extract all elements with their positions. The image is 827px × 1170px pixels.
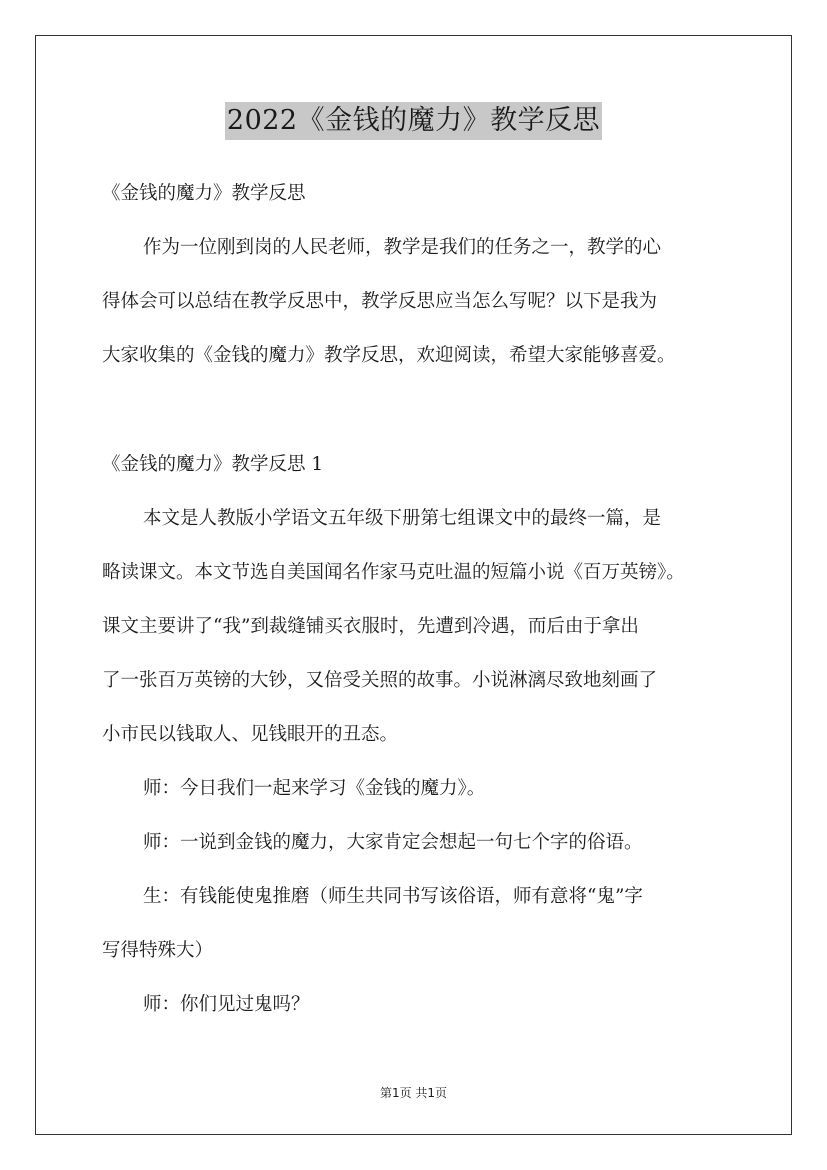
intro-line: 得体会可以总结在教学反思中，教学反思应当怎么写呢？以下是我为: [102, 291, 658, 312]
document-subtitle: 《金钱的魔力》教学反思: [102, 183, 306, 204]
body-line: 略读课文。本文节选自美国闻名作家马克吐温的短篇小说《百万英镑》。: [102, 562, 685, 583]
dialogue-line: 师：一说到金钱的魔力，大家肯定会想起一句七个字的俗语。: [143, 832, 643, 853]
page-footer: 第1页 共1页: [379, 1086, 448, 1100]
dialogue-line: 生：有钱能使鬼推磨（师生共同书写该俗语，师有意将“鬼”字: [143, 886, 643, 907]
intro-line: 大家收集的《金钱的魔力》教学反思，欢迎阅读，希望大家能够喜爱。: [102, 345, 676, 366]
document-title: 2022《金钱的魔力》教学反思: [225, 102, 602, 140]
body-line: 了一张百万英镑的大钞，又倍受关照的故事。小说淋漓尽致地刻画了: [102, 670, 658, 691]
intro-line: 作为一位刚到岗的人民老师，教学是我们的任务之一，教学的心: [143, 237, 662, 258]
dialogue-line: 师：你们见过鬼吗？: [143, 994, 310, 1015]
body-line: 本文是人教版小学语文五年级下册第七组课文中的最终一篇，是: [143, 508, 662, 529]
title-container: [0, 102, 827, 140]
body-line: 课文主要讲了“我”到裁缝铺买衣服时，先遭到冷遇，而后由于拿出: [102, 616, 639, 637]
dialogue-line: 师：今日我们一起来学习《金钱的魔力》。: [143, 778, 486, 799]
body-line: 小市民以钱取人、见钱眼开的丑态。: [102, 724, 399, 745]
section-heading: 《金钱的魔力》教学反思 1: [102, 454, 324, 475]
body-line: 写得特殊大）: [102, 940, 214, 961]
